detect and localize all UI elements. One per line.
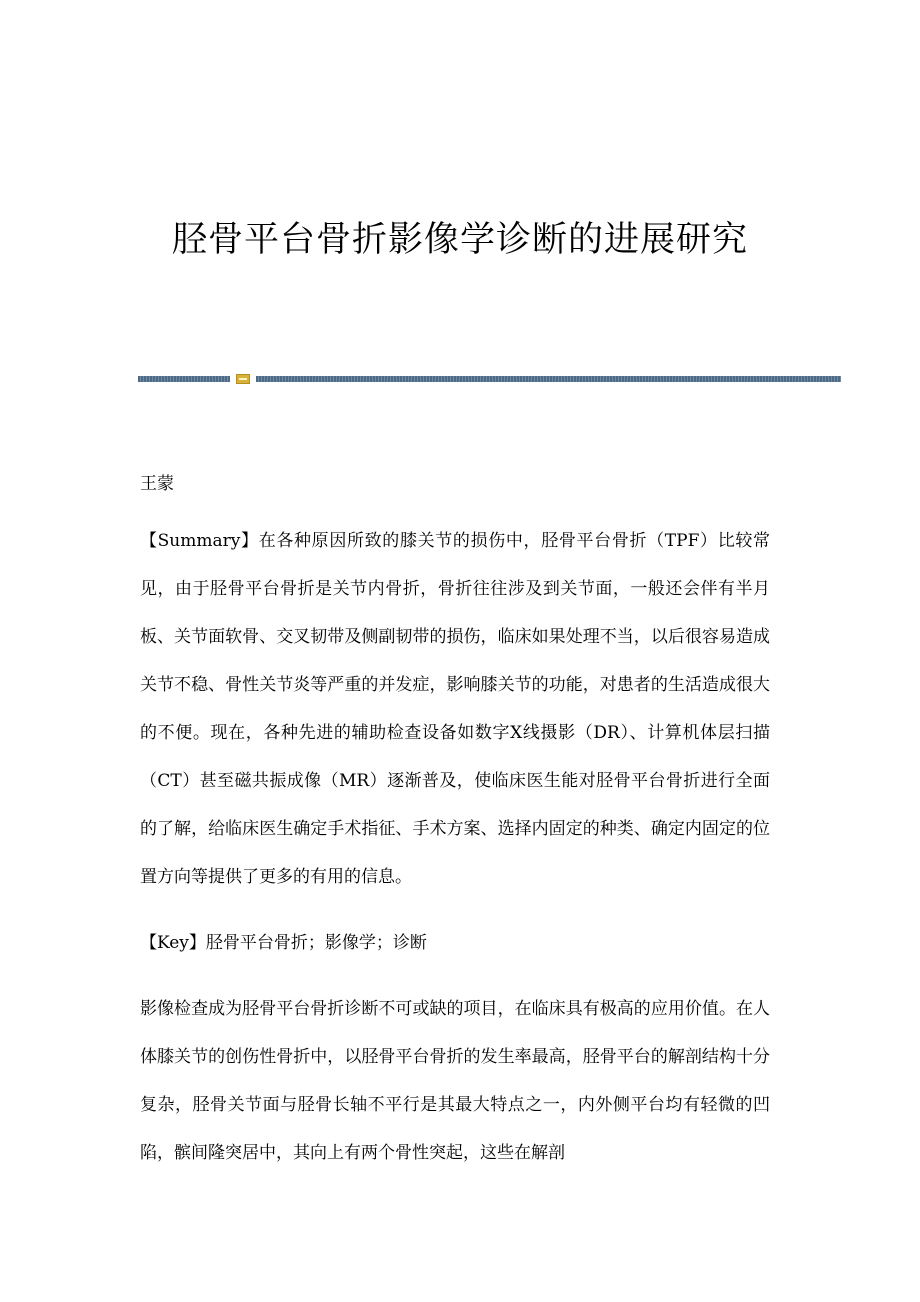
summary-paragraph [140, 517, 770, 901]
title-divider [138, 374, 841, 384]
divider-bar-left [138, 376, 230, 382]
author-name: 王蒙 [140, 474, 174, 494]
key-text: 胫骨平台骨折；影像学；诊断 [205, 933, 427, 953]
body-paragraph: 影像检查成为胫骨平台骨折诊断不可或缺的项目，在临床具有极高的应用价值。在人体膝关节的创伤性骨折中，以胫骨平台骨折的发生率最高，胫骨平台的解剖结构十分复杂，胫骨关节面与胫骨长轴不平行是其最大特点之一，内外侧平台均有轻微的凹陷，髌间隆突居中，其向上有两个骨性突起，这些在解剖 [140, 999, 770, 1163]
summary-label: 【Summary】 [140, 531, 259, 551]
article-content [140, 469, 770, 1195]
document-title: 胫骨平台骨折影像学诊断的进展研究 [171, 220, 748, 260]
key-label: 【Key】 [140, 933, 206, 953]
divider-ornament-icon [236, 374, 250, 384]
key-paragraph [140, 919, 770, 967]
summary-text: 在各种原因所致的膝关节的损伤中，胫骨平台骨折（TPF）比较常见，由于胫骨平台骨折是关节内骨折，骨折往往涉及到关节面，一般还会伴有半月板、关节面软骨、交叉韧带及侧副韧带的损伤，临床如果处理不当，以后很容易造成关节不稳、骨性关节炎等严重的并发症，影响膝关节的功能，对患者的生活造成很大的不便。现在，各种先进的辅助检查设备如数字X线摄影（DR）、计算机体层扫描（CT）甚至磁共振成像（MR）逐渐普及，使临床医生能对胫骨平台骨折进行全面的了解，给临床医生确定手术指征、手术方案、选择内固定的种类、确定内固定的位置方向等提供了更多的有用的信息。 [140, 531, 771, 887]
divider-bar-right [256, 376, 841, 382]
